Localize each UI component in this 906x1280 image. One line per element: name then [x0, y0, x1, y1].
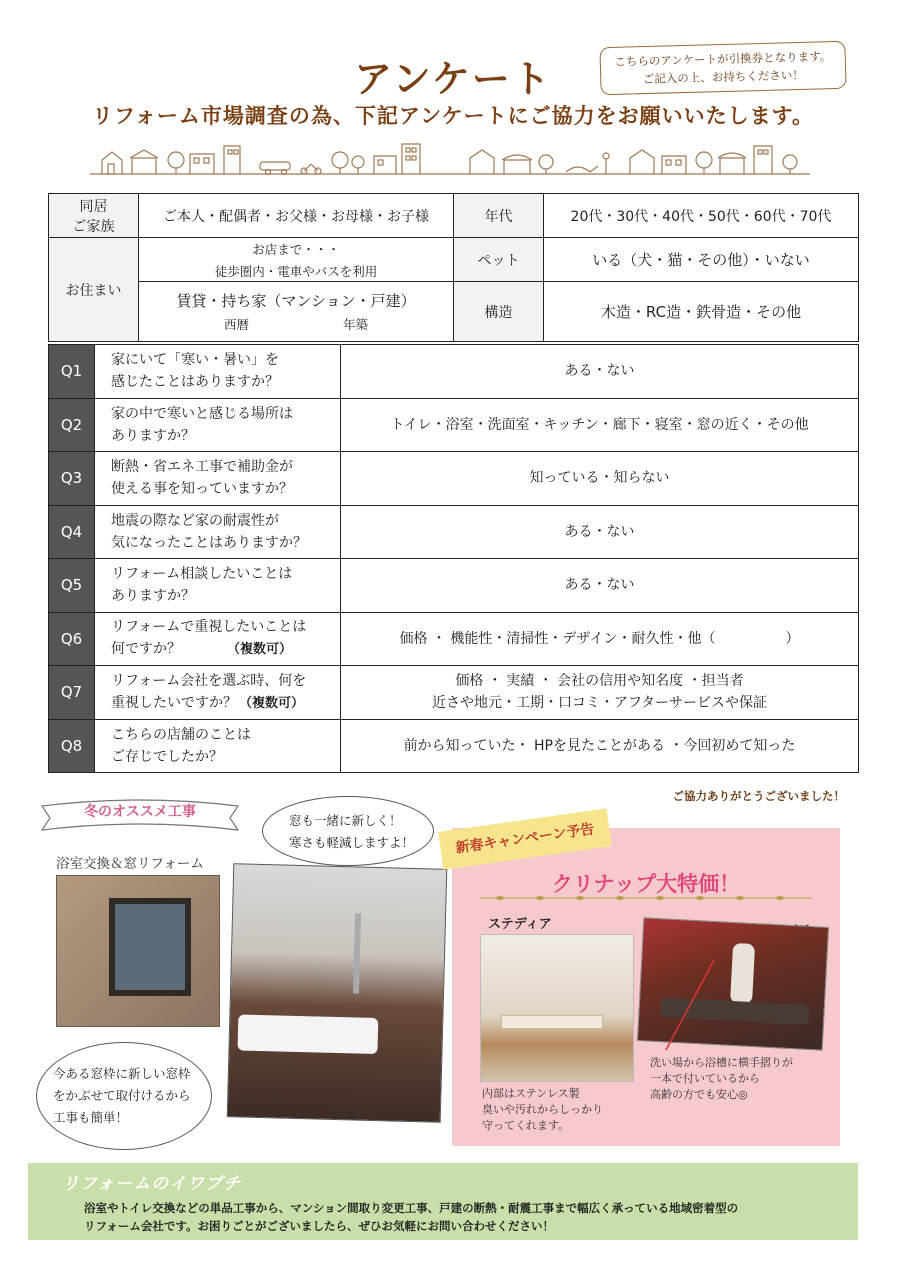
bathroom-photo — [227, 863, 448, 1123]
question-row — [49, 666, 859, 720]
answer-options[interactable]: トイレ・浴室・洗面室・キッチン・廊下・寝室・窓の近く・その他 — [341, 398, 859, 452]
notice-line-2: ご記入の上、お持ちください！ — [642, 67, 804, 87]
question-number: Q7 — [49, 666, 95, 720]
campaign-tag: 新春キャンペーン予告 — [438, 808, 612, 869]
question-text: リフォームで重視したいことは 何ですか？ （複数可） — [95, 612, 341, 666]
window-photo — [56, 875, 220, 1027]
question-text: 家の中で寒いと感じる場所は ありますか？ — [95, 398, 341, 452]
notice-line-1: こちらのアンケートが引換券となります。 — [614, 49, 832, 69]
question-text: 地震の際など家の耐震性が 気になったことはありますか？ — [95, 505, 341, 559]
access-line-2: 徒歩圏内・電車やバスを利用 — [214, 263, 378, 279]
page-subtitle: リフォーム市場調査の為、下記アンケートにご協力をお願いいたします。 — [91, 104, 814, 128]
housing-year-label: 西暦 — [223, 317, 249, 332]
pet-options[interactable]: いる（犬・猫・その他）・いない — [544, 238, 859, 282]
residence-label: お住まい — [49, 238, 139, 342]
multiple-choice-note: （複数可） — [227, 642, 293, 658]
leaf-divider-icon — [480, 894, 812, 902]
pointer-arrow-icon — [660, 956, 720, 1054]
access-line-1: お店まで・・・ — [252, 241, 340, 257]
question-number: Q8 — [49, 719, 95, 773]
answer-options[interactable]: ある・ない — [341, 505, 859, 559]
winter-caption: 浴室交換＆窓リフォーム — [56, 856, 204, 872]
housing-options[interactable] — [139, 282, 454, 342]
question-row — [49, 612, 859, 666]
speech-bubble-window: 今ある窓枠に新しい窓枠 をかぶせて取付けるから 工事も簡単！ — [36, 1042, 212, 1150]
question-text: 断熱・省エネ工事で補助金が 使える事を知っていますか？ — [95, 452, 341, 506]
age-label: 年代 — [454, 194, 544, 238]
question-row — [49, 505, 859, 559]
question-row — [49, 719, 859, 773]
acriabath-note: 洗い場から浴槽に横手摺りが 一本で付いているから 高齢の方でも安心◎ — [650, 1056, 793, 1101]
winter-banner: 冬のオススメ工事 — [84, 804, 196, 820]
kitchen-photo — [480, 934, 634, 1082]
question-number: Q2 — [49, 398, 95, 452]
question-number: Q3 — [49, 452, 95, 506]
company-logo: リフォームのイワブチ — [62, 1174, 242, 1194]
question-row — [49, 559, 859, 613]
thanks-message: ご協力ありがとうございました！ — [672, 789, 845, 803]
question-row — [49, 452, 859, 506]
campaign-title: クリナップ大特価！ — [551, 872, 741, 896]
respondent-info-table — [48, 193, 859, 342]
answer-options[interactable]: 価格 ・ 機能性・清掃性・デザイン・耐久性・他（ ） — [341, 612, 859, 666]
age-options[interactable]: 20代・30代・40代・50代・60代・70代 — [544, 194, 859, 238]
family-label: 同居 ご家族 — [49, 194, 139, 238]
answer-options[interactable]: ある・ない — [341, 559, 859, 613]
product-stedia-label: ステディア — [488, 917, 552, 932]
company-description: 浴室やトイレ交換などの単品工事から、マンション間取り変更工事、戸建の断熱・耐震工事まで幅広く承っている地域密着型の リフォーム会社です。お困りごとがございましたら、ぜひお気軽にお問い合わせください！ — [84, 1201, 739, 1233]
question-number: Q4 — [49, 505, 95, 559]
speech-bubble-bath: 窓も一緒に新しく！ 寒さも軽減しますよ！ — [262, 796, 434, 866]
question-text: リフォーム相談したいことは ありますか？ — [95, 559, 341, 613]
town-illustration-icon — [90, 140, 810, 176]
page-title: アンケート — [354, 57, 552, 101]
answer-options[interactable]: 前から知っていた・ HPを見たことがある ・今回初めて知った — [341, 719, 859, 773]
housing-built-label: 年築 — [342, 317, 368, 332]
answer-options[interactable]: 価格 ・ 実績 ・ 会社の信用や知名度 ・担当者 近さや地元・工期・口コミ・アフターサービスや保証 — [341, 666, 859, 720]
structure-options[interactable]: 木造・RC造・鉄骨造・その他 — [544, 282, 859, 342]
question-number: Q1 — [49, 345, 95, 399]
question-number: Q5 — [49, 559, 95, 613]
stedia-note: 内部はステンレス製 臭いや汚れからしっかり 守ってくれます。 — [482, 1087, 603, 1132]
structure-label: 構造 — [454, 282, 544, 342]
housing-line-1: 賃貸・持ち家（マンション・戸建） — [176, 292, 416, 310]
answer-options[interactable]: ある・ない — [341, 345, 859, 399]
pet-label: ペット — [454, 238, 544, 282]
question-text: リフォーム会社を選ぶ時、何を 重視したいですか？ （複数可） — [95, 666, 341, 720]
question-row — [49, 398, 859, 452]
voucher-notice — [599, 41, 846, 95]
questions-table — [48, 344, 859, 773]
answer-options[interactable]: 知っている・知らない — [341, 452, 859, 506]
family-options[interactable]: ご本人・配偶者・お父様・お母様・お子様 — [139, 194, 454, 238]
multiple-choice-note: （複数可） — [239, 695, 305, 711]
question-number: Q6 — [49, 612, 95, 666]
access-options[interactable] — [139, 238, 454, 282]
question-text: 家にいて「寒い・暑い」を 感じたことはありますか？ — [95, 345, 341, 399]
question-text: こちらの店舗のことは ご存じでしたか？ — [95, 719, 341, 773]
question-row — [49, 345, 859, 399]
